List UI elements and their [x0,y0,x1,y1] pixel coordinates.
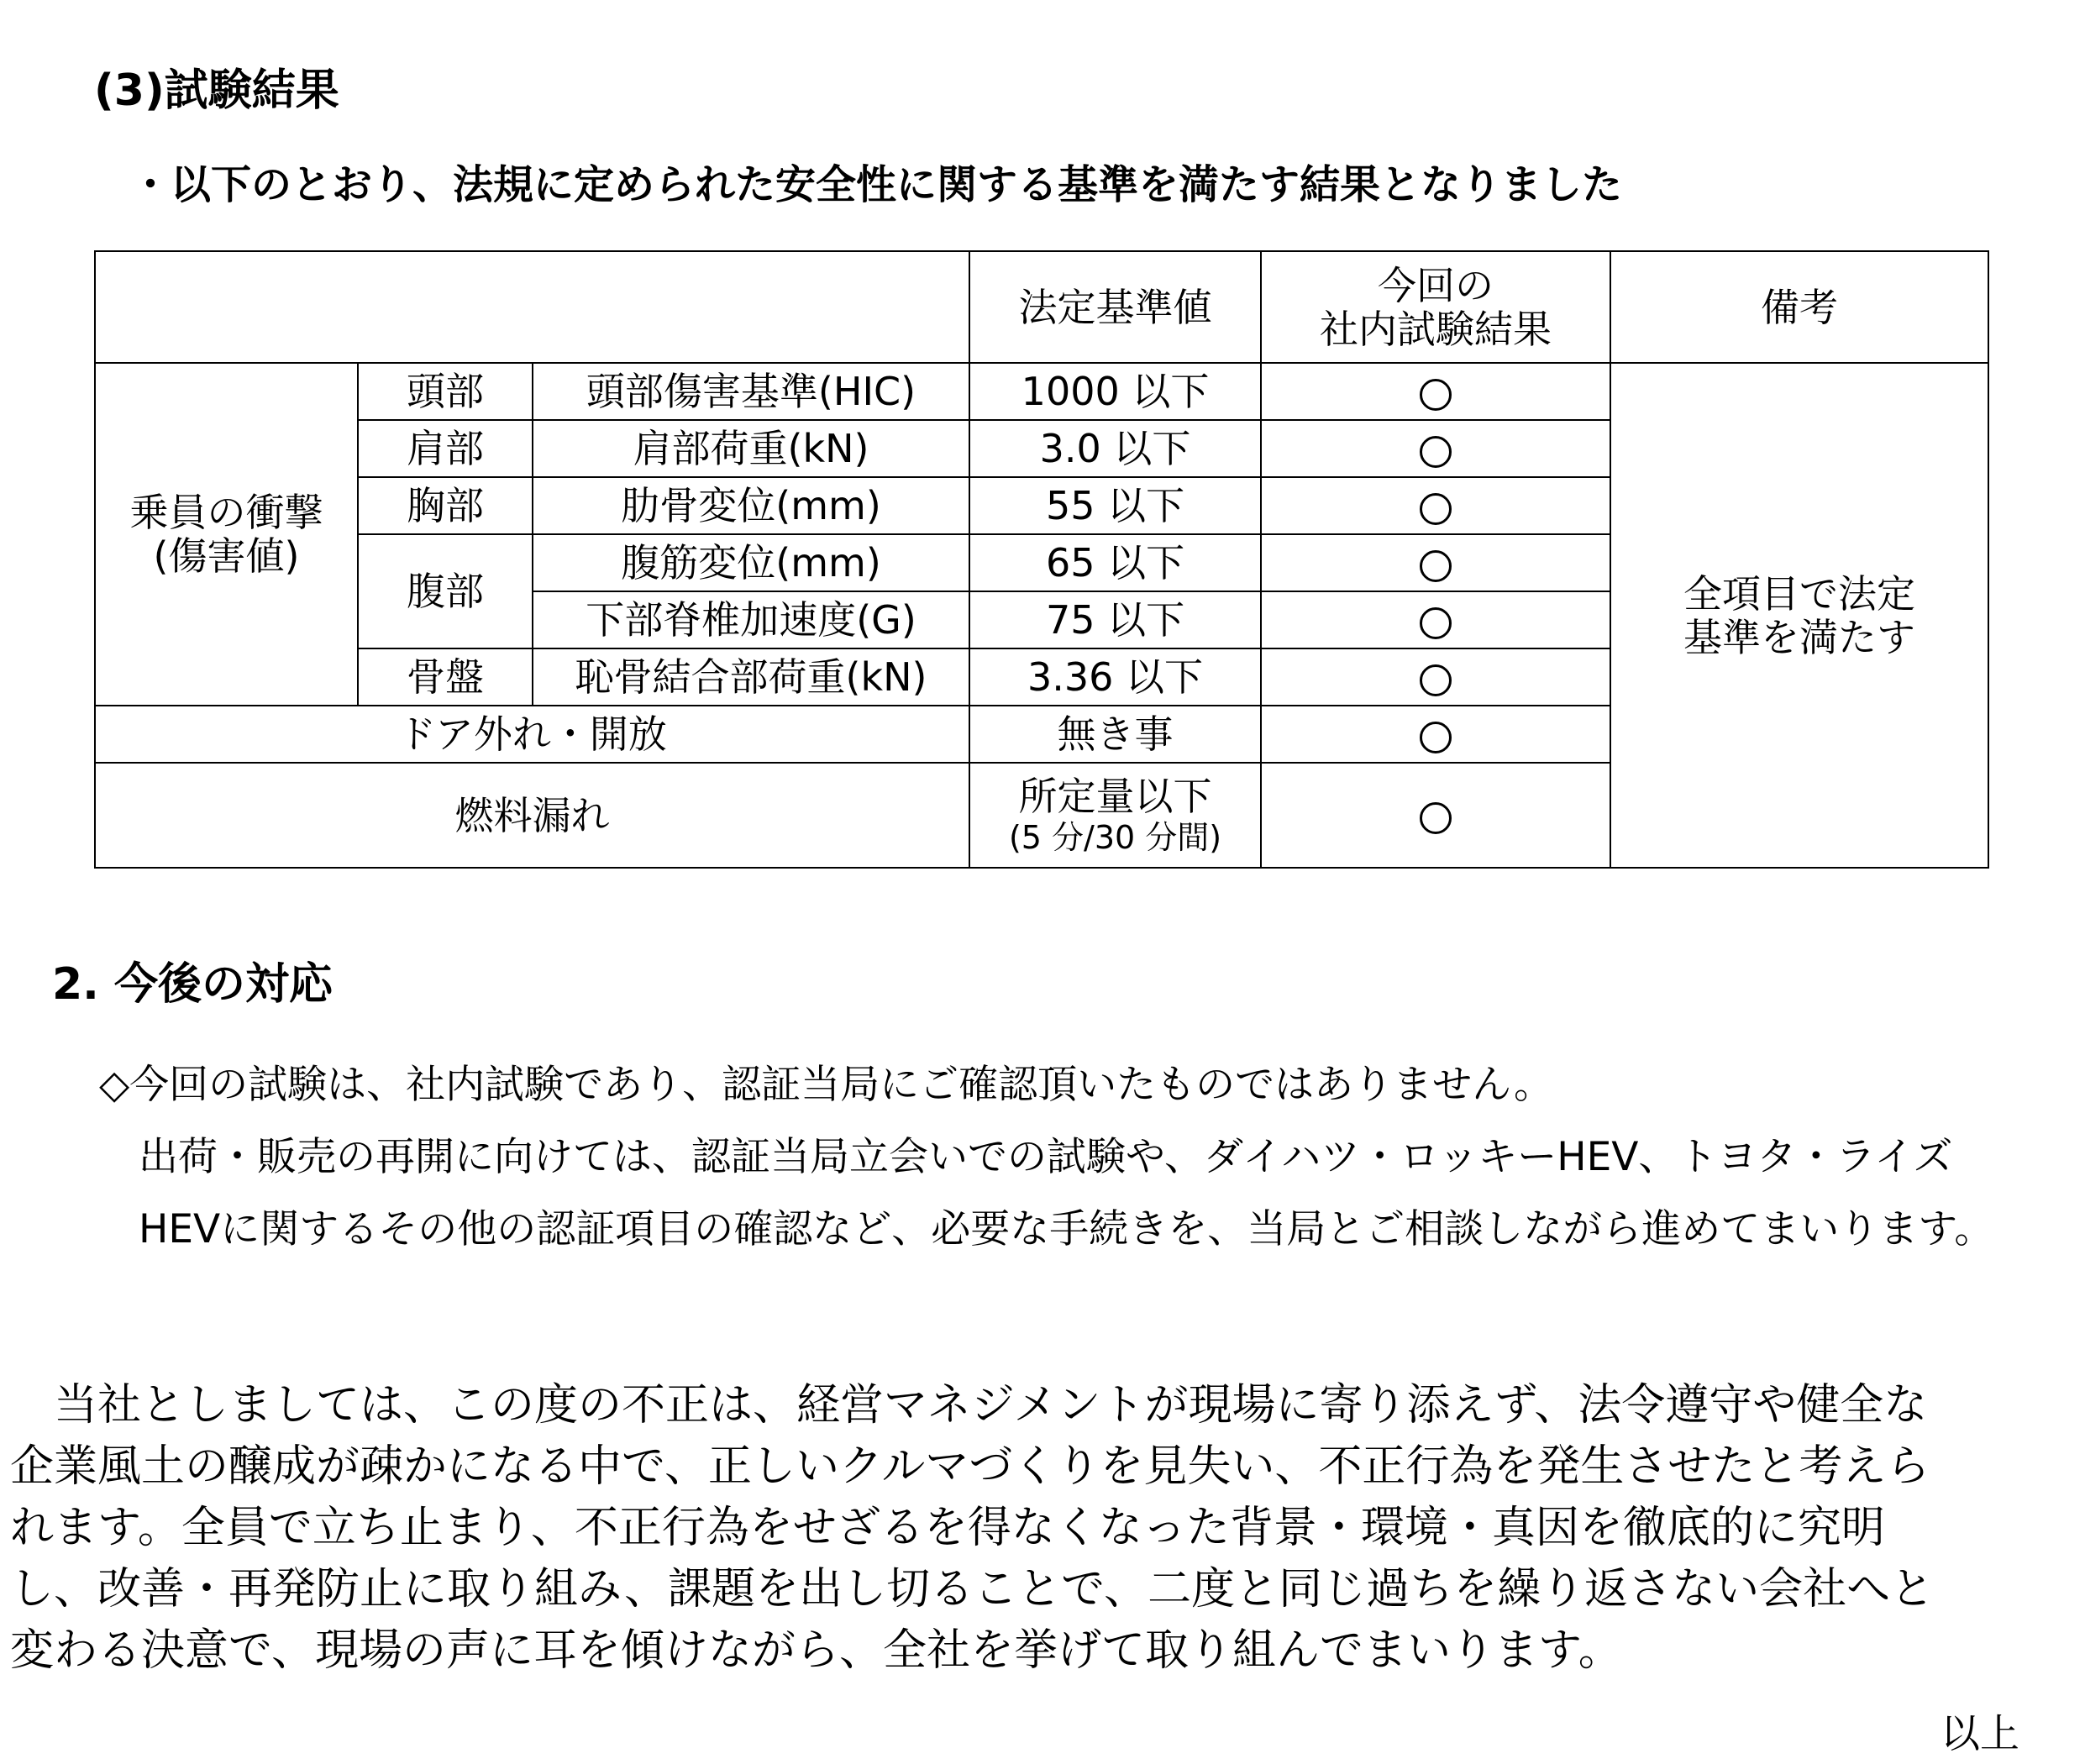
section-heading-test-results: (3)試験結果 [94,66,339,116]
future-response-line1: ◇今回の試験は、社内試験であり、認証当局にご確認頂いたものではありません。 [99,1062,1553,1108]
closing-paragraph [10,1375,2060,1682]
pass-circle-icon [1420,493,1452,525]
result-cell [1261,763,1610,868]
test-results-lead: ・以下のとおり、法規に定められた安全性に関する基準を満たす結果となりました [130,161,1623,208]
remarks-line2: 基準を満たす [1683,614,1916,660]
header-result-line1: 今回の [1378,262,1494,308]
pass-circle-icon [1420,664,1452,696]
test-item-cell: 下部脊椎加速度(G) [533,591,969,648]
body-part-cell: 頭部 [358,363,533,420]
result-cell [1261,534,1610,591]
end-mark: 以上 [1941,1711,2019,1757]
pass-circle-icon [1420,607,1452,639]
fuel-standard-line1: 所定量以下 [1018,773,1212,819]
standard-cell: 65 以下 [969,534,1261,591]
body-part-cell: 骨盤 [358,648,533,706]
test-item-cell: 燃料漏れ [95,763,969,868]
table-row [95,363,1988,420]
standard-cell: 3.36 以下 [969,648,1261,706]
result-cell [1261,420,1610,477]
standard-cell [969,763,1261,868]
standard-cell: 無き事 [969,706,1261,763]
pass-circle-icon [1420,379,1452,411]
header-result [1261,251,1610,363]
fuel-standard-line2: (5 分/30 分間) [1008,818,1222,856]
test-item-cell: 腹筋変位(mm) [533,534,969,591]
remarks-line1: 全項目で法定 [1683,570,1916,617]
standard-cell: 3.0 以下 [969,420,1261,477]
test-item-cell: 恥骨結合部荷重(kN) [533,648,969,706]
future-response-line3: HEVに関するその他の認証項目の確認など、必要な手続きを、当局とご相談しながら進めてまいります。 [139,1206,1994,1252]
group-label-line1: 乗員の衝撃 [129,490,323,535]
header-standard: 法定基準値 [969,251,1261,363]
body-part-cell: 肩部 [358,420,533,477]
closing-line: 企業風土の醸成が疎かになる中で、正しいクルマづくりを見失い、不正行為を発生させたと考えら [10,1441,1930,1492]
closing-line: し、改善・再発防止に取り組み、課題を出し切ることで、二度と同じ過ちを繰り返さない会社へと [10,1564,1935,1614]
group-label-line2: (傷害値) [153,533,300,579]
pass-circle-icon [1420,722,1452,753]
header-blank-cell [95,251,969,363]
standard-cell: 75 以下 [969,591,1261,648]
remarks-cell [1610,363,1988,868]
pass-circle-icon [1420,436,1452,468]
header-remarks: 備考 [1610,251,1988,363]
body-part-cell: 腹部 [358,534,533,648]
result-cell [1261,477,1610,534]
closing-line: 変わる決意で、現場の声に耳を傾けながら、全社を挙げて取り組んでまいります。 [10,1625,1622,1676]
test-item-cell: ドア外れ・開放 [95,706,969,763]
test-item-cell: 肋骨変位(mm) [533,477,969,534]
result-cell [1261,648,1610,706]
test-results-table [94,250,1989,869]
standard-cell: 1000 以下 [969,363,1261,420]
occupant-impact-group-label [95,363,358,706]
future-response-line2: 出荷・販売の再開に向けては、認証当局立会いでの試験や、ダイハツ・ロッキーHEV、トヨタ・ライズ [139,1134,1953,1180]
closing-line: れます。全員で立ち止まり、不正行為をせざるを得なくなった背景・環境・真因を徹底的に究明 [10,1503,1885,1553]
section-heading-future-response: 2. 今後の対応 [52,959,333,1010]
closing-line: 当社としましては、この度の不正は、経営マネジメントが現場に寄り添えず、法令遵守や健全な [54,1380,1928,1431]
header-result-line2: 社内試験結果 [1320,306,1552,352]
test-item-cell: 頭部傷害基準(HIC) [533,363,969,420]
result-cell [1261,706,1610,763]
table-header-row [95,251,1988,363]
test-item-cell: 肩部荷重(kN) [533,420,969,477]
result-cell [1261,591,1610,648]
body-part-cell: 胸部 [358,477,533,534]
pass-circle-icon [1420,802,1452,834]
pass-circle-icon [1420,550,1452,582]
result-cell [1261,363,1610,420]
standard-cell: 55 以下 [969,477,1261,534]
